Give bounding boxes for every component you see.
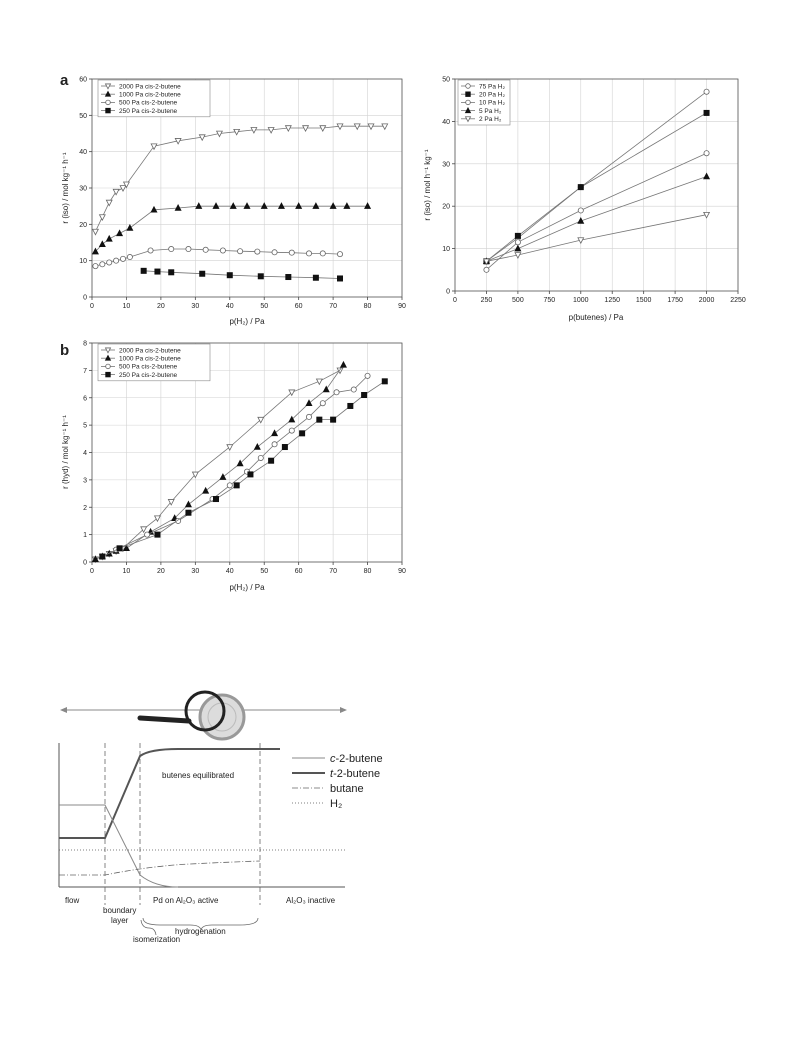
legend-t2: t-2-butene <box>330 768 381 780</box>
legend-label: 500 Pa cis-2-butene <box>119 99 178 107</box>
x-tick-label: 50 <box>260 303 269 310</box>
y-tick-label: 20 <box>79 221 87 229</box>
data-point <box>120 186 126 191</box>
data-point <box>248 472 253 477</box>
data-point <box>114 258 119 263</box>
data-point <box>186 510 191 515</box>
x-tick-label: 70 <box>329 568 338 575</box>
legend-label: 250 Pa cis-2-butene <box>119 107 178 115</box>
x-axis-label-a: p(H₂) / Pa <box>229 317 265 326</box>
label-equilibrated: butenes equilibrated <box>162 771 235 780</box>
series-line-0 <box>95 370 340 559</box>
data-point <box>113 189 119 194</box>
data-point <box>320 401 325 406</box>
isomerization-brace <box>141 920 156 935</box>
x-tick-label: 1750 <box>667 297 683 304</box>
x-tick-label: 30 <box>191 568 200 575</box>
y-tick-label: 0 <box>83 559 87 567</box>
chart-b <box>60 341 406 593</box>
data-point <box>704 151 709 156</box>
series-line-0 <box>95 126 384 231</box>
y-tick-label: 10 <box>442 246 450 254</box>
y-tick-label: 30 <box>442 161 450 169</box>
y-tick-label: 10 <box>79 258 87 266</box>
diagram-legend <box>292 753 383 810</box>
legend-label: 1000 Pa cis-2-butene <box>119 355 181 363</box>
data-point <box>100 554 105 559</box>
x-tick-label: 60 <box>294 303 303 310</box>
data-point <box>203 488 209 493</box>
data-point <box>227 483 232 488</box>
data-point <box>155 269 160 274</box>
data-point <box>120 256 125 261</box>
data-point <box>578 208 583 213</box>
data-point <box>196 203 202 208</box>
legend-marker <box>466 84 471 89</box>
x-tick-label: 1500 <box>635 297 652 304</box>
x-tick-label: 80 <box>363 568 372 575</box>
x-tick-label: 750 <box>543 297 556 304</box>
y-tick-label: 0 <box>446 288 450 296</box>
data-point <box>279 203 285 208</box>
x-tick-label: 0 <box>90 303 94 310</box>
reactor-diagram <box>59 692 383 944</box>
data-point <box>100 262 105 267</box>
data-point <box>313 203 319 208</box>
y-tick-label: 30 <box>79 185 87 193</box>
data-point <box>244 203 250 208</box>
data-point <box>289 250 294 255</box>
legend-c2: c-2-butene <box>330 753 383 765</box>
y-axis-label-b: r (hyd) / mol kg⁻¹ h⁻¹ <box>61 415 70 489</box>
data-point <box>200 271 205 276</box>
x-tick-label: 40 <box>225 568 234 575</box>
data-point <box>272 442 277 447</box>
legend-h2: H₂ <box>330 798 343 810</box>
y-tick-label: 0 <box>83 294 87 302</box>
label-flow: flow <box>65 896 80 905</box>
x-tick-label: 2000 <box>698 297 715 304</box>
y-tick-label: 40 <box>79 149 87 157</box>
data-point <box>362 392 367 397</box>
data-point <box>93 264 98 269</box>
y-tick-label: 2 <box>83 504 87 512</box>
label-hydrogenation: hydrogenation <box>175 927 226 936</box>
data-point <box>303 126 309 131</box>
data-point <box>127 225 133 230</box>
data-point <box>282 444 287 449</box>
data-point <box>515 240 520 245</box>
y-tick-label: 5 <box>83 422 87 430</box>
x-tick-label: 80 <box>363 303 372 310</box>
data-point <box>238 249 243 254</box>
data-point <box>515 245 521 250</box>
data-point <box>227 273 232 278</box>
legend-marker <box>466 92 471 97</box>
x-tick-label: 10 <box>122 568 131 575</box>
data-point <box>106 200 112 205</box>
data-point <box>127 254 132 259</box>
data-point <box>261 203 267 208</box>
data-point <box>365 203 371 208</box>
legend-label: 2000 Pa cis-2-butene <box>119 83 181 91</box>
data-point <box>344 203 350 208</box>
legend-marker <box>466 100 471 105</box>
data-point <box>93 229 99 234</box>
y-tick-label: 60 <box>79 76 87 84</box>
data-point <box>155 532 160 537</box>
y-tick-label: 20 <box>442 203 450 211</box>
data-point <box>348 403 353 408</box>
legend-label: 10 Pa H₂ <box>479 99 506 107</box>
data-point <box>341 362 347 367</box>
y-axis-label-right: r (iso) / mol h⁻¹ kg⁻¹ <box>423 149 432 221</box>
arrow-right-icon <box>340 707 347 713</box>
data-point <box>382 124 388 129</box>
data-point <box>117 546 122 551</box>
y-tick-label: 40 <box>442 118 450 126</box>
data-point <box>354 124 360 129</box>
data-point <box>337 252 342 257</box>
panel-label-a: a <box>60 72 69 89</box>
legend-label: 5 Pa H₂ <box>479 107 502 115</box>
legend-marker <box>106 100 111 105</box>
data-point <box>269 458 274 463</box>
legend-label: 250 Pa cis-2-butene <box>119 371 178 379</box>
x-tick-label: 250 <box>480 297 493 304</box>
data-point <box>368 124 374 129</box>
series-line-1 <box>95 206 367 251</box>
data-point <box>578 185 583 190</box>
data-point <box>704 110 709 115</box>
data-point <box>317 417 322 422</box>
legend-butane: butane <box>330 783 364 795</box>
data-point <box>286 274 291 279</box>
y-tick-label: 6 <box>83 395 87 403</box>
x-tick-label: 1250 <box>604 297 621 304</box>
data-point <box>313 275 318 280</box>
data-point <box>306 400 312 405</box>
data-point <box>515 233 520 238</box>
y-tick-label: 1 <box>83 532 87 540</box>
legend-label: 1000 Pa cis-2-butene <box>119 91 181 99</box>
data-point <box>296 203 302 208</box>
data-point <box>99 215 105 220</box>
y-tick-label: 50 <box>442 76 450 84</box>
x-axis-label-b: p(H₂) / Pa <box>229 583 265 592</box>
label-isomerization: isomerization <box>133 935 181 944</box>
x-tick-label: 0 <box>90 568 94 575</box>
data-point <box>289 428 294 433</box>
data-point <box>213 203 219 208</box>
data-point <box>220 474 226 479</box>
label-boundary-1: boundary <box>103 906 137 915</box>
data-point <box>320 251 325 256</box>
data-point <box>334 390 339 395</box>
y-tick-label: 8 <box>83 340 87 348</box>
data-point <box>272 250 277 255</box>
x-tick-label: 60 <box>294 568 303 575</box>
y-tick-label: 4 <box>83 450 87 457</box>
data-point <box>99 241 105 246</box>
legend-label: 2 Pa H₂ <box>479 116 502 124</box>
c-2-butene-curve <box>59 805 178 887</box>
legend-marker <box>106 108 111 113</box>
data-point <box>169 270 174 275</box>
x-axis-label-right: p(butenes) / Pa <box>568 313 624 322</box>
data-point <box>230 203 236 208</box>
data-point <box>258 274 263 279</box>
data-point <box>704 173 710 178</box>
data-point <box>258 455 263 460</box>
data-point <box>258 417 264 422</box>
data-point <box>306 414 311 419</box>
chart-right <box>423 77 746 323</box>
legend-label: 75 Pa H₂ <box>479 83 506 91</box>
data-point <box>306 251 311 256</box>
data-point <box>234 483 239 488</box>
x-tick-label: 10 <box>122 303 131 310</box>
data-point <box>186 501 192 506</box>
legend-label: 20 Pa H₂ <box>479 91 506 99</box>
legend-label: 2000 Pa cis-2-butene <box>119 347 181 355</box>
data-point <box>272 430 278 435</box>
data-point <box>331 417 336 422</box>
x-tick-label: 70 <box>329 303 338 310</box>
chart-a <box>60 72 406 326</box>
legend-label: 500 Pa cis-2-butene <box>119 363 178 371</box>
data-point <box>107 260 112 265</box>
data-point <box>169 246 174 251</box>
x-tick-label: 20 <box>156 568 165 575</box>
data-point <box>145 532 150 537</box>
data-point <box>337 276 342 281</box>
x-tick-label: 90 <box>398 568 406 575</box>
x-tick-label: 90 <box>398 303 406 310</box>
label-boundary-2: layer <box>111 916 129 925</box>
y-tick-label: 3 <box>83 477 87 485</box>
data-point <box>351 387 356 392</box>
data-point <box>106 236 112 241</box>
data-point <box>255 249 260 254</box>
x-tick-label: 500 <box>512 297 524 304</box>
y-tick-label: 50 <box>79 112 87 120</box>
t-2-butene-curve <box>59 749 280 838</box>
x-tick-label: 0 <box>453 297 457 304</box>
data-point <box>227 445 233 450</box>
x-tick-label: 40 <box>225 303 234 310</box>
series-line-1 <box>95 365 343 559</box>
hydrogenation-brace <box>143 918 258 930</box>
data-point <box>203 247 208 252</box>
legend-marker <box>106 364 111 369</box>
arrow-left-icon <box>60 707 67 713</box>
x-tick-label: 2250 <box>730 297 746 304</box>
x-tick-label: 20 <box>156 303 165 310</box>
data-point <box>300 431 305 436</box>
data-point <box>213 496 218 501</box>
data-point <box>365 373 370 378</box>
data-point <box>117 230 123 235</box>
data-point <box>155 516 161 521</box>
data-point <box>254 444 260 449</box>
data-point <box>148 248 153 253</box>
label-al2o3-inactive: Al₂O₃ inactive <box>286 896 336 905</box>
x-tick-label: 1000 <box>572 297 589 304</box>
legend-marker <box>106 372 111 377</box>
data-point <box>186 246 191 251</box>
x-tick-label: 30 <box>191 303 200 310</box>
panel-label-b: b <box>60 342 70 359</box>
magnifier-icon <box>140 692 244 739</box>
data-point <box>704 89 709 94</box>
label-pd-active: Pd on Al₂O₃ active <box>153 896 219 905</box>
data-point <box>320 126 326 131</box>
data-point <box>141 268 146 273</box>
y-tick-label: 7 <box>83 367 87 375</box>
y-axis-label-a: r (iso) / mol kg⁻¹ h⁻¹ <box>61 152 70 224</box>
data-point <box>330 203 336 208</box>
x-tick-label: 50 <box>260 568 269 575</box>
butane-curve <box>59 861 260 875</box>
data-point <box>220 248 225 253</box>
data-point <box>382 379 387 384</box>
data-point <box>484 267 489 272</box>
